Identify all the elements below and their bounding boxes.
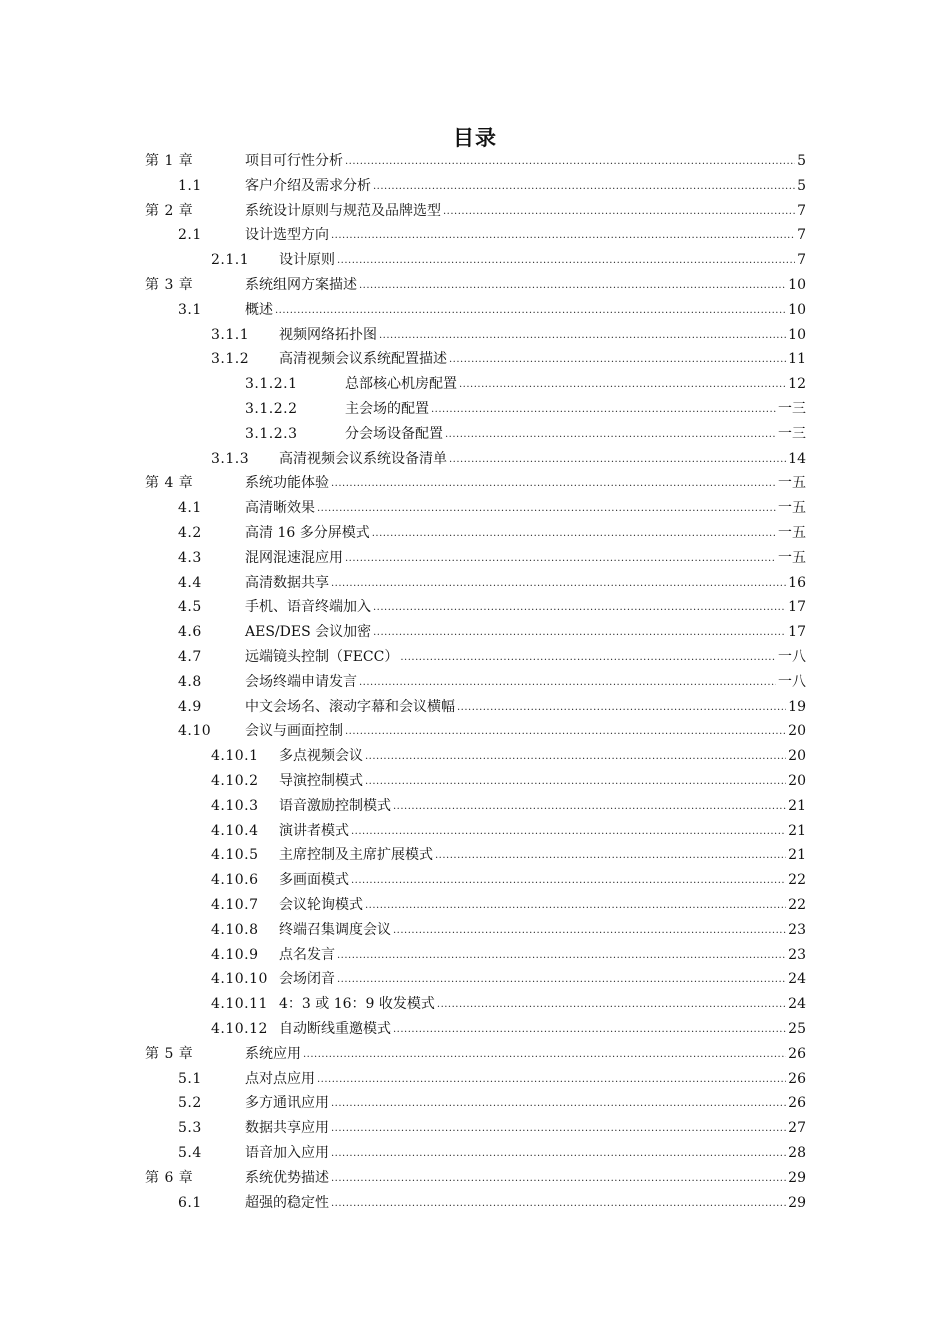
toc-entry[interactable] <box>211 893 806 918</box>
toc-entry-number: 4.10.4 <box>211 822 259 839</box>
toc-entry-number: 3.1.1 <box>211 326 250 343</box>
toc-entry[interactable] <box>178 223 806 248</box>
toc-entry[interactable] <box>211 992 806 1017</box>
toc-leader-dots <box>393 1016 786 1043</box>
toc-entry-page: 19 <box>788 698 806 715</box>
toc-leader-dots <box>373 619 786 646</box>
toc-entry-title: 总部核心机房配置 <box>345 376 457 393</box>
toc-entry-title: 高清视频会议系统配置描述 <box>279 351 447 368</box>
toc-entry-page: 26 <box>788 1070 806 1087</box>
toc-entry-page: 12 <box>788 376 806 393</box>
toc-entry-number: 第 4 章 <box>145 475 194 492</box>
toc-entry-title: 点名发言 <box>279 946 335 963</box>
toc-entry-title: 会议轮询模式 <box>279 897 363 913</box>
toc-entry-title: 项目可行性分析 <box>245 153 343 169</box>
toc-entry[interactable] <box>178 670 806 695</box>
toc-entry-number: 4.10.12 <box>211 1021 268 1037</box>
toc-entry-title: 设计选型方向 <box>245 227 329 244</box>
toc-entry-number: 2.1 <box>178 227 202 244</box>
toc-entry[interactable] <box>211 794 806 819</box>
toc-entry[interactable] <box>178 595 806 620</box>
toc-leader-dots <box>365 892 786 919</box>
toc-entry[interactable] <box>178 695 806 720</box>
toc-leader-dots <box>351 867 786 894</box>
toc-entry-number: 5.4 <box>178 1145 202 1161</box>
toc-entry-page: 10 <box>788 326 806 343</box>
toc-entry-title: 主会场的配置 <box>345 401 429 417</box>
toc-entry[interactable] <box>178 719 806 744</box>
toc-entry-page: 29 <box>788 1194 806 1211</box>
toc-entry-page: 21 <box>788 847 806 864</box>
toc-entry[interactable] <box>211 323 806 348</box>
toc-leader-dots <box>449 446 786 473</box>
toc-leader-dots <box>331 222 795 249</box>
toc-entry-title: 视频网络拓扑图 <box>279 326 377 343</box>
toc-entry-page: 一八 <box>778 649 806 665</box>
toc-entry-page: 25 <box>788 1021 806 1037</box>
toc-entry-page: 20 <box>788 748 806 765</box>
toc-entry-page: 11 <box>788 351 806 368</box>
toc-entry-page: 20 <box>788 773 806 789</box>
toc-entry[interactable] <box>211 1017 806 1042</box>
toc-entry[interactable] <box>178 1141 806 1166</box>
toc-entry[interactable] <box>178 546 806 571</box>
toc-entry-number: 4.10.8 <box>211 921 259 938</box>
toc-entry-page: 21 <box>788 797 806 814</box>
toc-leader-dots <box>275 297 786 324</box>
toc-entry-page: 7 <box>797 202 806 219</box>
toc-entry-number: 4.3 <box>178 549 202 566</box>
toc-entry-title: 设计原则 <box>279 252 335 269</box>
toc-entry-title: 主席控制及主席扩展模式 <box>279 847 433 864</box>
toc-entry-number: 第 5 章 <box>145 1045 194 1062</box>
toc-entry[interactable] <box>145 273 806 298</box>
toc-entry-page: 28 <box>788 1145 806 1161</box>
toc-leader-dots <box>359 669 776 696</box>
toc-entry-number: 6.1 <box>178 1194 202 1211</box>
toc-entry[interactable] <box>211 819 806 844</box>
toc-entry[interactable] <box>245 397 806 422</box>
toc-entry-number: 1.1 <box>178 177 202 194</box>
toc-entry-number: 第 3 章 <box>145 277 194 293</box>
toc-entry-title: 高清 16 多分屏模式 <box>245 525 370 541</box>
toc-entry-page: 17 <box>788 624 806 641</box>
toc-entry-title: 语音加入应用 <box>245 1145 329 1161</box>
toc-entry-page: 7 <box>797 227 806 244</box>
toc-leader-dots <box>372 520 776 547</box>
toc-leader-dots <box>359 272 786 299</box>
toc-leader-dots <box>373 173 795 200</box>
toc-entry-page: 24 <box>788 971 806 988</box>
toc-entry-page: 22 <box>788 872 806 889</box>
toc-entry-page: 17 <box>788 599 806 616</box>
toc-entry[interactable] <box>211 769 806 794</box>
toc-leader-dots <box>345 545 776 572</box>
toc-entry-title: 会场终端申请发言 <box>245 673 357 690</box>
toc-entry-page: 27 <box>788 1120 806 1137</box>
toc-leader-dots <box>317 1066 786 1093</box>
toc-entry-title: 系统组网方案描述 <box>245 277 357 293</box>
toc-entry[interactable] <box>178 174 806 199</box>
toc-entry-number: 3.1.2.1 <box>245 376 298 393</box>
toc-entry-page: 一五 <box>778 500 806 517</box>
toc-entry-title: 系统应用 <box>245 1045 301 1062</box>
toc-entry-number: 4.9 <box>178 698 202 715</box>
toc-leader-dots <box>365 768 786 795</box>
toc-entry-number: 4.8 <box>178 673 202 690</box>
toc-entry-title: 演讲者模式 <box>279 822 349 839</box>
toc-entry[interactable] <box>211 843 806 868</box>
toc-entry[interactable] <box>145 471 806 496</box>
toc-entry-number: 4.10.1 <box>211 748 259 765</box>
toc-entry-number: 第 2 章 <box>145 202 194 219</box>
toc-entry-title: 终端召集调度会议 <box>279 921 391 938</box>
toc-entry-number: 3.1.2 <box>211 351 250 368</box>
toc-entry-title: 会议与画面控制 <box>245 723 343 740</box>
toc-leader-dots <box>459 371 786 398</box>
toc-leader-dots <box>331 1165 786 1192</box>
toc-entry[interactable] <box>178 496 806 521</box>
toc-entry-page: 23 <box>788 921 806 938</box>
toc-entry-number: 5.1 <box>178 1070 202 1087</box>
toc-entry-page: 24 <box>788 996 806 1013</box>
toc-entry-title: 超强的稳定性 <box>245 1194 329 1211</box>
toc-entry-title: 高清视频会议系统设备清单 <box>279 450 447 467</box>
toc-entry-title: 多画面模式 <box>279 872 349 889</box>
toc-entry-page: 29 <box>788 1169 806 1186</box>
toc-leader-dots <box>337 966 786 993</box>
toc-entry-number: 3.1.2.2 <box>245 401 298 417</box>
toc-entry[interactable] <box>178 1091 806 1116</box>
toc-entry[interactable] <box>178 298 806 323</box>
toc-entry[interactable] <box>211 447 806 472</box>
toc-leader-dots <box>303 1041 786 1068</box>
toc-entry[interactable] <box>178 1116 806 1141</box>
toc-entry[interactable] <box>211 347 806 372</box>
toc-entry-title: AES/DES 会议加密 <box>245 624 372 641</box>
toc-leader-dots <box>445 421 776 448</box>
toc-leader-dots <box>449 346 786 373</box>
toc-entry-title: 语音激励控制模式 <box>279 797 391 814</box>
toc-entry-title: 高清数据共享 <box>245 574 329 591</box>
toc-entry-page: 一三 <box>778 425 806 442</box>
toc-leader-dots <box>437 991 786 1018</box>
toc-entry-number: 4.10.7 <box>211 897 259 913</box>
toc-entry-page: 10 <box>788 301 806 318</box>
toc-entry-number: 4.10 <box>178 723 212 740</box>
toc-title: 目录 <box>453 126 497 150</box>
toc-entry[interactable] <box>178 620 806 645</box>
toc-leader-dots <box>331 470 776 497</box>
toc-leader-dots <box>331 1140 786 1167</box>
toc-entry-page: 16 <box>788 574 806 591</box>
toc-entry-page: 26 <box>788 1045 806 1062</box>
toc-entry-title: 客户介绍及需求分析 <box>245 177 371 194</box>
toc-entry-number: 4.10.5 <box>211 847 259 864</box>
toc-entry[interactable] <box>178 645 806 670</box>
toc-leader-dots <box>400 644 776 671</box>
toc-entry-title: 概述 <box>245 301 273 318</box>
toc-entry-title: 混网混速混应用 <box>245 549 343 566</box>
toc-entry-page: 一八 <box>778 673 806 690</box>
toc-entry-number: 5.3 <box>178 1120 202 1137</box>
toc-entry-number: 4.4 <box>178 574 202 591</box>
toc-entry-page: 5 <box>797 153 806 169</box>
toc-entry-page: 20 <box>788 723 806 740</box>
toc-leader-dots <box>365 743 786 770</box>
toc-entry-number: 4.6 <box>178 624 202 641</box>
toc-entry[interactable] <box>145 1042 806 1067</box>
toc-leader-dots <box>331 1190 786 1217</box>
toc-entry-page: 23 <box>788 946 806 963</box>
toc-entry-title: 高清晰效果 <box>245 500 315 517</box>
toc-entry-number: 4.10.11 <box>211 996 268 1013</box>
toc-entry-page: 一五 <box>778 549 806 566</box>
toc-entry-page: 10 <box>788 277 806 293</box>
toc-leader-dots <box>345 148 795 175</box>
toc-entry-number: 3.1.3 <box>211 450 250 467</box>
toc-entry[interactable] <box>211 868 806 893</box>
toc-entry[interactable] <box>245 372 806 397</box>
toc-entry[interactable] <box>178 1067 806 1092</box>
toc-entry-number: 4.2 <box>178 525 202 541</box>
toc-entry-title: 中文会场名、滚动字幕和会议横幅 <box>245 698 455 715</box>
toc-entry-number: 4.10.3 <box>211 797 259 814</box>
toc-leader-dots <box>331 570 786 597</box>
toc-leader-dots <box>373 594 786 621</box>
toc-leader-dots <box>317 495 776 522</box>
toc-entry-page: 22 <box>788 897 806 913</box>
toc-entry-title: 数据共享应用 <box>245 1120 329 1137</box>
toc-entry-title: 系统功能体验 <box>245 475 329 492</box>
toc-entry-number: 5.2 <box>178 1095 202 1112</box>
toc-entry[interactable] <box>211 943 806 968</box>
toc-leader-dots <box>337 247 795 274</box>
toc-entry-title: 会场闭音 <box>279 971 335 988</box>
toc-entry-number: 4.7 <box>178 649 202 665</box>
toc-entry-number: 第 1 章 <box>145 153 194 169</box>
toc-entry-title: 手机、语音终端加入 <box>245 599 371 616</box>
toc-entry-number: 4.10.6 <box>211 872 259 889</box>
toc-leader-dots <box>443 198 795 225</box>
toc-entry-title: 分会场设备配置 <box>345 425 443 442</box>
toc-entry-page: 一五 <box>778 525 806 541</box>
toc-entry[interactable] <box>211 918 806 943</box>
toc-leader-dots <box>435 842 786 869</box>
toc-entry-title: 系统设计原则与规范及品牌选型 <box>245 202 441 219</box>
toc-entry-title: 系统优势描述 <box>245 1169 329 1186</box>
toc-entry-number: 4.10.9 <box>211 946 259 963</box>
toc-entry[interactable] <box>178 571 806 596</box>
toc-entry-title: 点对点应用 <box>245 1070 315 1087</box>
toc-entry-number: 3.1.2.3 <box>245 425 298 442</box>
toc-entry[interactable] <box>245 422 806 447</box>
toc-entry-number: 4.5 <box>178 599 202 616</box>
toc-leader-dots <box>337 942 786 969</box>
toc-entry-page: 26 <box>788 1095 806 1112</box>
toc-entry[interactable] <box>211 248 806 273</box>
toc-leader-dots <box>345 718 786 745</box>
toc-leader-dots <box>457 694 786 721</box>
toc-leader-dots <box>331 1090 786 1117</box>
toc-entry[interactable] <box>178 521 806 546</box>
toc-entry[interactable] <box>145 1166 806 1191</box>
toc-entry-page: 21 <box>788 822 806 839</box>
toc-entry-number: 第 6 章 <box>145 1169 194 1186</box>
toc-entry-number: 2.1.1 <box>211 252 250 269</box>
toc-entry-page: 一五 <box>778 475 806 492</box>
toc-entry[interactable] <box>145 199 806 224</box>
toc-entry-title: 4：3 或 16：9 收发模式 <box>279 996 435 1013</box>
toc-entry-number: 4.1 <box>178 500 202 517</box>
toc-entry-title: 多点视频会议 <box>279 748 363 765</box>
toc-leader-dots <box>379 322 786 349</box>
toc-leader-dots <box>351 818 786 845</box>
toc-entry-title: 远端镜头控制（FECC） <box>245 649 399 665</box>
toc-leader-dots <box>331 1115 786 1142</box>
toc-entry-number: 3.1 <box>178 301 202 318</box>
toc-entry[interactable] <box>211 744 806 769</box>
toc-entry-page: 一三 <box>778 401 806 417</box>
toc-entry-page: 7 <box>797 252 806 269</box>
toc-entry[interactable] <box>145 149 806 174</box>
toc-leader-dots <box>431 396 776 423</box>
toc-entry-title: 自动断线重邀模式 <box>279 1021 391 1037</box>
toc-entry-number: 4.10.2 <box>211 773 259 789</box>
toc-entry[interactable] <box>211 967 806 992</box>
toc-leader-dots <box>393 793 786 820</box>
toc-entry-title: 导演控制模式 <box>279 773 363 789</box>
toc-entry-page: 5 <box>797 177 806 194</box>
toc-entry[interactable] <box>178 1191 806 1216</box>
toc-entry-page: 14 <box>788 450 806 467</box>
toc-entry-title: 多方通讯应用 <box>245 1095 329 1112</box>
toc-leader-dots <box>393 917 786 944</box>
toc-entry-number: 4.10.10 <box>211 971 268 988</box>
